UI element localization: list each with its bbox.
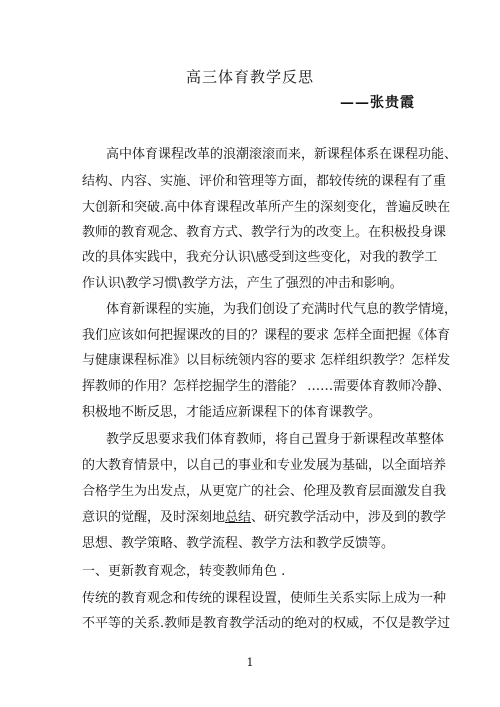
body-line-2: 结构、内容、实施、评价和管理等方面，都较传统的课程有了重: [82, 174, 447, 189]
body-line-3: 大创新和突破.高中体育课程改革所产生的深刻变化，普遍反映在: [82, 200, 451, 215]
section-heading-1: 一、更新教育观念，转变教师角色 .: [82, 564, 286, 579]
document-author: ——张贵霞: [340, 95, 415, 111]
body-line-8: 我们应该如何把握课改的目的？课程的要求 怎样全面把握《体育: [82, 328, 451, 343]
body-line-12: 教学反思要求我们体育教师，将自己置身于新课程改革整体: [106, 432, 445, 447]
body-line-13: 的大教育情景中，以自己的事业和专业发展为基础，以全面培养: [82, 458, 447, 473]
body-line-15: [82, 510, 446, 526]
summary-link[interactable]: 总结: [225, 510, 252, 525]
body-line-15-start: 意识的觉醒，及时深刻地: [82, 510, 226, 525]
body-line-16: 思想、教学策略、教学流程、教学方法和教学反馈等。: [82, 536, 395, 551]
body-line-10: 挥教师的作用？怎样挖掘学生的潜能？ ……需要体育教师冷静、: [82, 379, 451, 394]
document-title: 高三体育教学反思: [185, 68, 314, 86]
body-line-15-end: 、研究教学活动中，涉及到的教学: [251, 510, 447, 525]
body-line-7: 体育新课程的实施，为我们创设了充满时代气息的教学情境，: [106, 302, 458, 317]
body-line-18: 不平等的关系.教师是教育教学活动的绝对的权威，不仅是教学过: [82, 616, 451, 631]
body-line-11: 积极地不断反思，才能适应新课程下的体育课教学。: [82, 405, 382, 420]
page-number: 1: [246, 656, 254, 669]
body-line-6: 作认识\教学习惯\教学方法，产生了强烈的冲击和影响。: [82, 276, 403, 291]
body-line-4: 教师的教育观念、教育方式、教学行为的改变上。在积极投身课: [82, 225, 447, 240]
body-line-17: 传统的教育观念和传统的课程设置，使师生关系实际上成为一种: [82, 591, 447, 606]
body-line-9: 与健康课程标准》以目标统领内容的要求 怎样组织教学？怎样发: [82, 353, 451, 368]
body-line-5: 改的具体实践中，我充分认识\感受到这些变化，对我的教学工: [82, 250, 438, 265]
body-line-1: 高中体育课程改革的浪潮滚滚而来，新课程体系在课程功能、: [106, 147, 458, 162]
body-line-14: 合格学生为出发点，从更宽广的社会、伦理及教育层面激发自我: [82, 484, 447, 499]
